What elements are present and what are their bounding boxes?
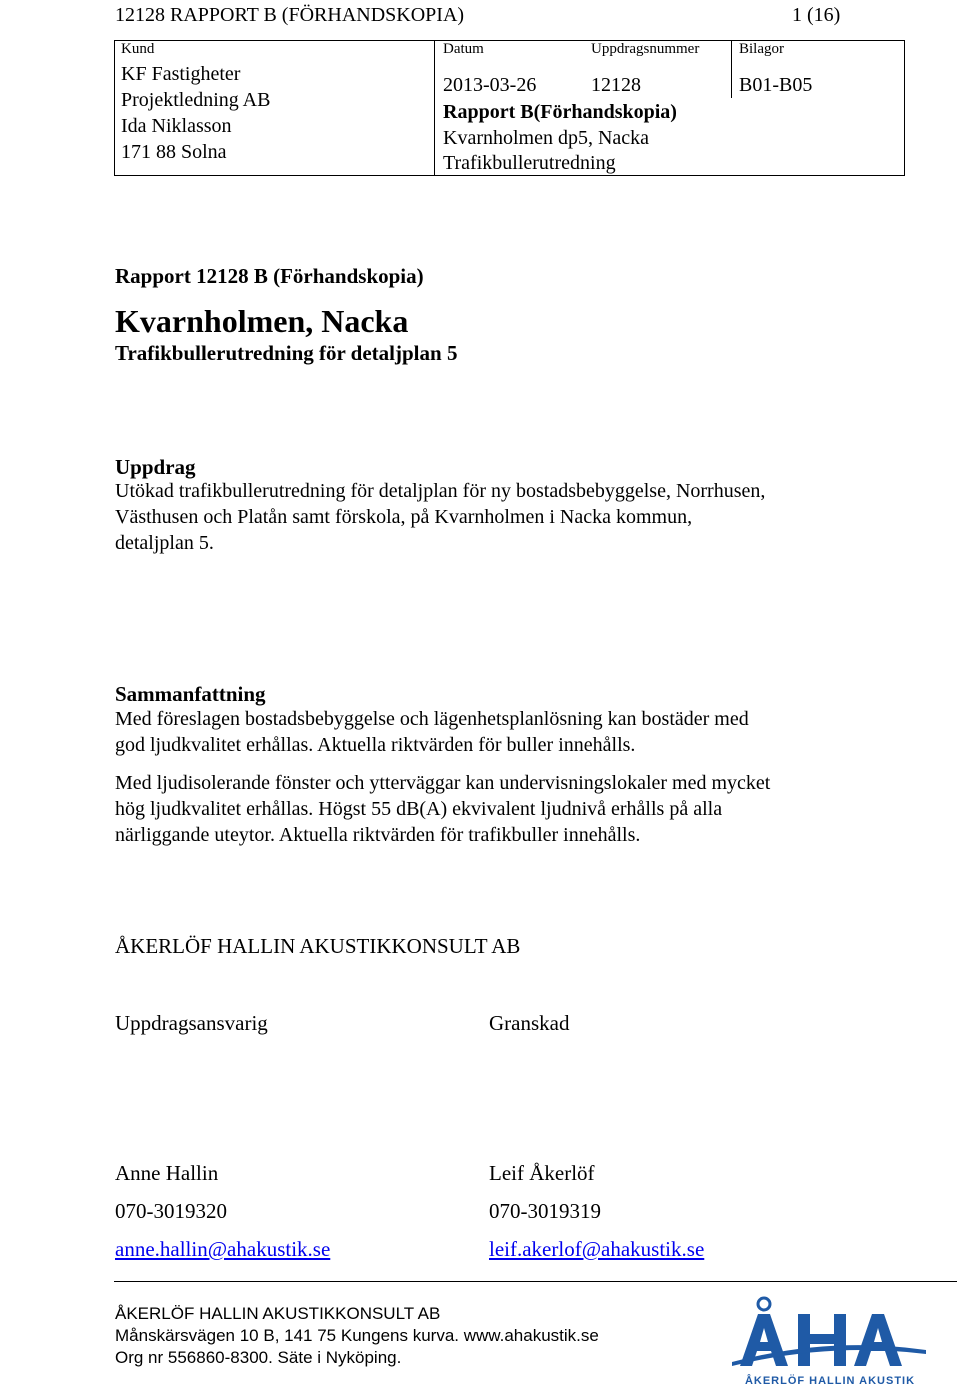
- uppdragsnummer-label: Uppdragsnummer: [591, 41, 700, 57]
- kund-line: 171 88 Solna: [121, 141, 227, 163]
- meta-report-line: Rapport B(Förhandskopia): [443, 101, 677, 123]
- kund-line: Projektledning AB: [121, 89, 271, 111]
- footer-org-line: Org nr 556860-8300. Säte i Nyköping.: [115, 1348, 402, 1367]
- aha-logo: [730, 1296, 930, 1388]
- role-uppdragsansvarig: Uppdragsansvarig: [115, 1011, 268, 1035]
- reviewer-email-link[interactable]: leif.akerlof@ahakustik.se: [489, 1237, 705, 1261]
- sammanfattning-heading: Sammanfattning: [115, 682, 266, 706]
- summary-line: hög ljudkvalitet erhållas. Högst 55 dB(A) ekvivalent ljudnivå erhålls på alla: [115, 798, 723, 820]
- footer-divider: [114, 1281, 957, 1282]
- report-number: Rapport 12128 B (Förhandskopia): [115, 264, 424, 288]
- footer-address-line: Månskärsvägen 10 B, 141 75 Kungens kurva. www.ahakustik.se: [115, 1326, 599, 1345]
- footer-company: ÅKERLÖF HALLIN AKUSTIKKONSULT AB: [115, 1304, 441, 1323]
- report-subtitle: Trafikbullerutredning för detaljplan 5: [115, 341, 458, 365]
- page-number: 1 (16): [792, 4, 841, 26]
- signer-name: Anne Hallin: [115, 1161, 219, 1185]
- datum-label: Datum: [443, 41, 484, 57]
- uppdrag-line: Västhusen och Platån samt förskola, på Kvarnholmen i Nacka kommun,: [115, 506, 693, 528]
- uppdrag-heading: Uppdrag: [115, 455, 196, 479]
- kund-line: KF Fastigheter: [121, 63, 241, 85]
- report-title: Kvarnholmen, Nacka: [115, 303, 409, 339]
- meta-divider: [434, 40, 435, 176]
- report-header-title: 12128 RAPPORT B (FÖRHANDSKOPIA): [115, 4, 465, 26]
- summary-line: Med ljudisolerande fönster och ytterväggar kan undervisningslokaler med mycket: [115, 772, 771, 794]
- meta-divider: [731, 40, 732, 98]
- uppdrag-line: Utökad trafikbullerutredning för detaljplan för ny bostadsbebyggelse, Norrhusen,: [115, 480, 766, 502]
- uppdragsnummer-value: 12128: [591, 74, 641, 96]
- uppdrag-line: detaljplan 5.: [115, 532, 214, 554]
- meta-type-line: Trafikbullerutredning: [443, 152, 616, 174]
- summary-line: god ljudkvalitet erhållas. Aktuella riktvärden för buller innehålls.: [115, 734, 636, 756]
- footer-address: [115, 1303, 599, 1369]
- summary-line: närliggande uteytor. Aktuella riktvärden för trafikbuller innehålls.: [115, 824, 641, 846]
- summary-line: Med föreslagen bostadsbebyggelse och lägenhetsplanlösning kan bostäder med: [115, 708, 749, 730]
- meta-project-line: Kvarnholmen dp5, Nacka: [443, 127, 650, 149]
- company-name: ÅKERLÖF HALLIN AKUSTIKKONSULT AB: [115, 934, 521, 958]
- logo-tagline: ÅKERLÖF HALLIN AKUSTIK: [744, 1375, 916, 1387]
- role-granskad: Granskad: [489, 1011, 570, 1035]
- reviewer-name: Leif Åkerlöf: [489, 1161, 595, 1185]
- datum-value: 2013-03-26: [443, 74, 537, 96]
- reviewer-phone: 070-3019319: [489, 1199, 601, 1223]
- bilagor-value: B01-B05: [739, 74, 813, 96]
- signer-email-link[interactable]: anne.hallin@ahakustik.se: [115, 1237, 331, 1261]
- bilagor-label: Bilagor: [739, 41, 784, 57]
- signer-phone: 070-3019320: [115, 1199, 227, 1223]
- kund-line: Ida Niklasson: [121, 115, 232, 137]
- kund-label: Kund: [121, 41, 155, 57]
